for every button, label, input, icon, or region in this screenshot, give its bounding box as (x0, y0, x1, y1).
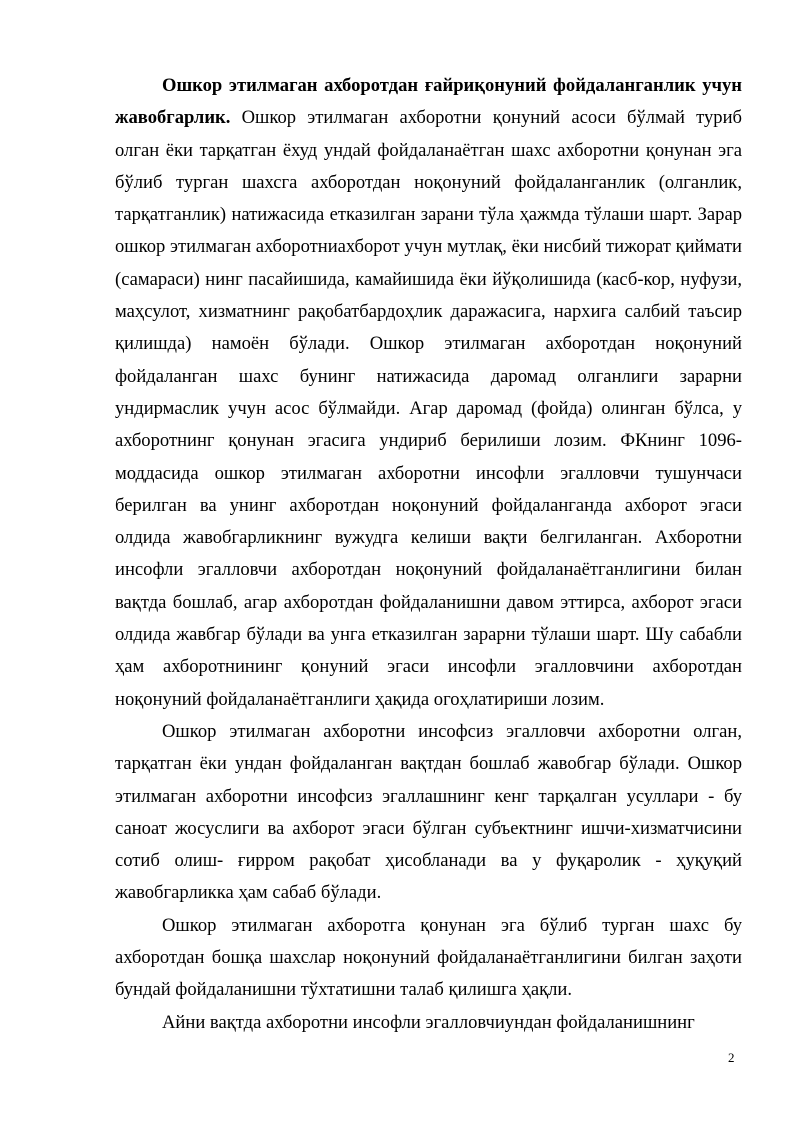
paragraph-owner-rights: Ошкор этилмаган ахборотга қонунан эга бўлиб турган шахс бу ахборотдан бошқа шахслар ноқонуний фойдаланаётганлигини билган заҳоти бундай фойдаланишни тўхтатишни талаб қилишга ҳақли. (115, 914, 742, 1001)
paragraph-body-text: Ошкор этилмаган ахборотни қонуний асоси бўлмай туриб олган ёки тарқатган ёхуд ундай фойдаланаётган шахс ахборотни қонунан эга бўлиб турган шахсга ахборотдан ноқонуний фойдаланганлик (олганлик, тарқатганлик) натижасида етказилган зарани тўла ҳажмда тўлаши шарт. Зарар ошкор этилмаган ахборотниахборот учун мутлақ, ёки нисбий тижорат қиймати (самараси) нинг пасайишида, камайишида ёки йўқолишида (касб-кор, нуфузи, маҳсулот, хизматнинг рақобатбардоҳлик даражасига, нархига салбий таъсир қилишда) намоён бўлади. Ошкор этилмаган ахборотдан ноқонуний фойдаланган шахс бунинг натижасида даромад олганлиги зарарни ундирмаслик учун асос бўлмайди. Агар даромад (фойда) олинган бўлса, у ахборотнинг қонунан эгасига ундириб берилиши лозим. ФКнинг 1096-моддасида ошкор этилмаган ахборотни инсофли эгалловчи тушунчаси берилган ва унинг ахборотдан ноқонуний фойдаланганда ахборот эгаси олдида жавобгарликнинг вужудга келиши вақти белгиланган. Ахборотни инсофли эгалловчи ахборотдан ноқонуний фойдаланаётганлигини билан вақтда бошлаб, агар ахборотдан фойдаланишни давом эттирса, ахборот эгаси олдида жавбгар бўлади ва унга етказилган зарарни тўлаши шарт. Шу сабабли ҳам ахборотнининг қонуний эгаси инсофли эгалловчини ахборотдан ноқонуний фойдаланаётганлиги ҳақида огоҳлатириши лозим. (115, 107, 742, 710)
document-page (115, 70, 742, 1039)
paragraph-lead-bold: Ошкор этилмаган ахборотдан ғайриқонуний фойдаланганлик учун жавобгарлик. (115, 75, 742, 129)
paragraph-continued: Айни вақтда ахборотни инсофли эгалловчиундан фойдаланишнинг (162, 1011, 695, 1033)
page-number: 2 (728, 1050, 735, 1065)
paragraph-liability-heading (115, 70, 742, 716)
paragraph-bad-faith-holder: Ошкор этилмаган ахборотни инсофсиз эгалловчи ахборотни олган, тарқатган ёки ундан фойдаланган вақтдан бошлаб жавобгар бўлади. Ошкор этилмаган ахборотни инсофсиз эгаллашнинг кенг тарқалган усуллари - бу саноат жосуслиги ва ахборот эгаси бўлган субъектнинг ишчи-хизматчисини сотиб олиш- ғирром рақобат ҳисобланади ва у фуқаролик - ҳуқуқий жавобгарликка ҳам сабаб бўлади. (115, 720, 742, 904)
